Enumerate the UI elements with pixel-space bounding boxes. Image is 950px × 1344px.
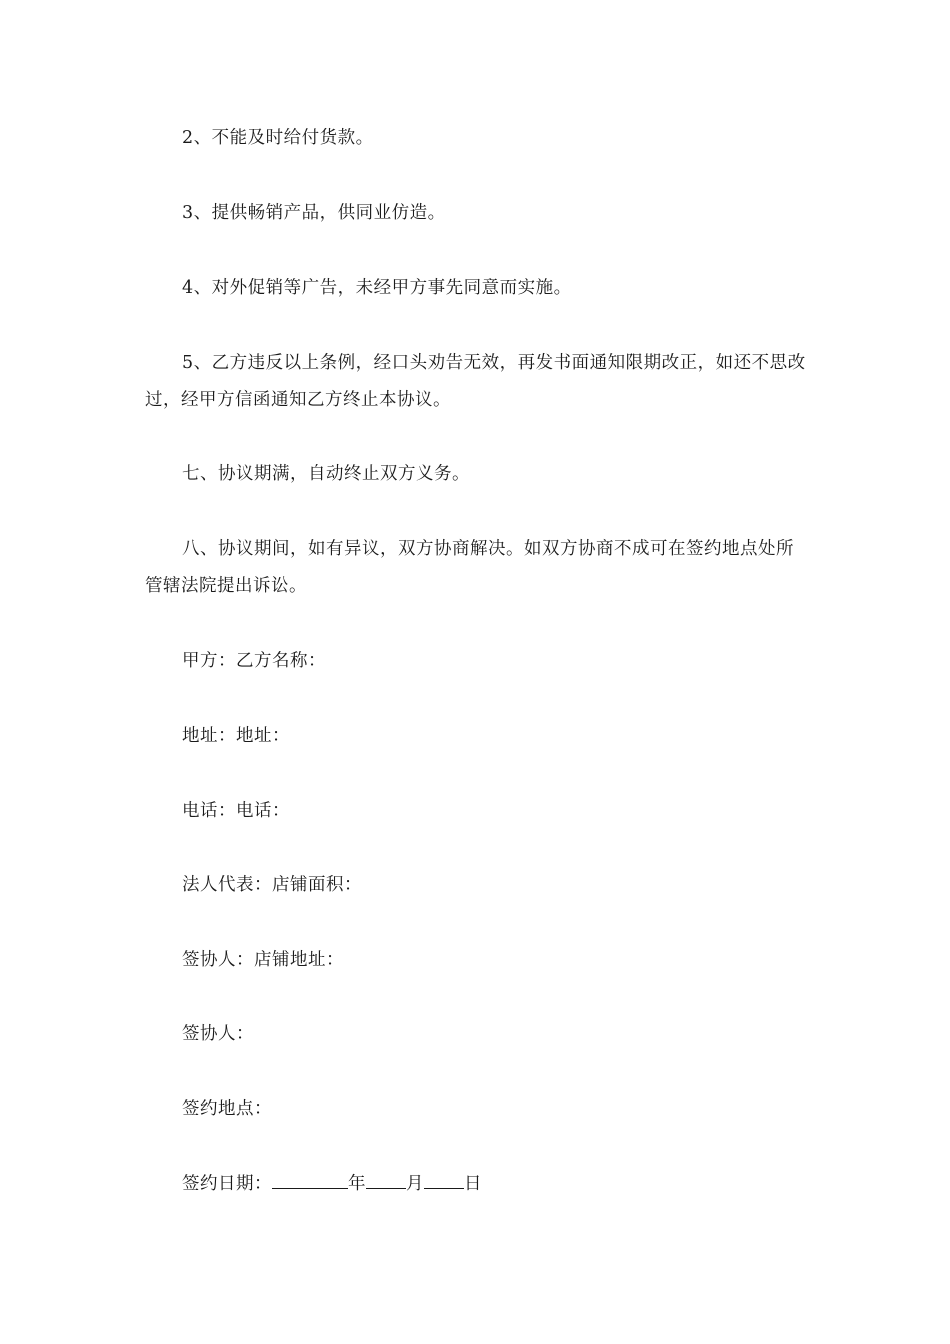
year-blank xyxy=(272,1169,348,1189)
section-8: 八、协议期间，如有异议，双方协商解决。如双方协商不成可在签约地点处所管辖法院提出诉讼。 xyxy=(145,539,794,596)
section-7: 七、协议期满，自动终止双方义务。 xyxy=(182,464,470,484)
date-label: 签约日期： xyxy=(182,1174,272,1194)
day-blank xyxy=(424,1169,464,1189)
year-label: 年 xyxy=(348,1174,366,1194)
signing-place-line: 签约地点： xyxy=(182,1099,272,1119)
clause-4: 4、对外促销等广告，未经甲方事先同意而实施。 xyxy=(182,278,572,298)
signer-line: 签协人： xyxy=(182,1024,254,1044)
signing-date-line xyxy=(145,1166,810,1203)
month-blank xyxy=(366,1169,406,1189)
phone-line: 电话：电话： xyxy=(182,801,290,821)
signer-address-line: 签协人：店铺地址： xyxy=(182,950,344,970)
month-label: 月 xyxy=(406,1174,424,1194)
clause-2: 2、不能及时给付货款。 xyxy=(182,128,374,148)
clause-3: 3、提供畅销产品，供同业仿造。 xyxy=(182,203,446,223)
address-line: 地址：地址： xyxy=(182,726,290,746)
party-names-line: 甲方：乙方名称： xyxy=(182,651,326,671)
representative-line: 法人代表：店铺面积： xyxy=(182,875,362,895)
clause-5: 5、乙方违反以上条例，经口头劝告无效，再发书面通知限期改正，如还不思改过，经甲方信函通知乙方终止本协议。 xyxy=(145,353,806,410)
day-label: 日 xyxy=(464,1174,482,1194)
